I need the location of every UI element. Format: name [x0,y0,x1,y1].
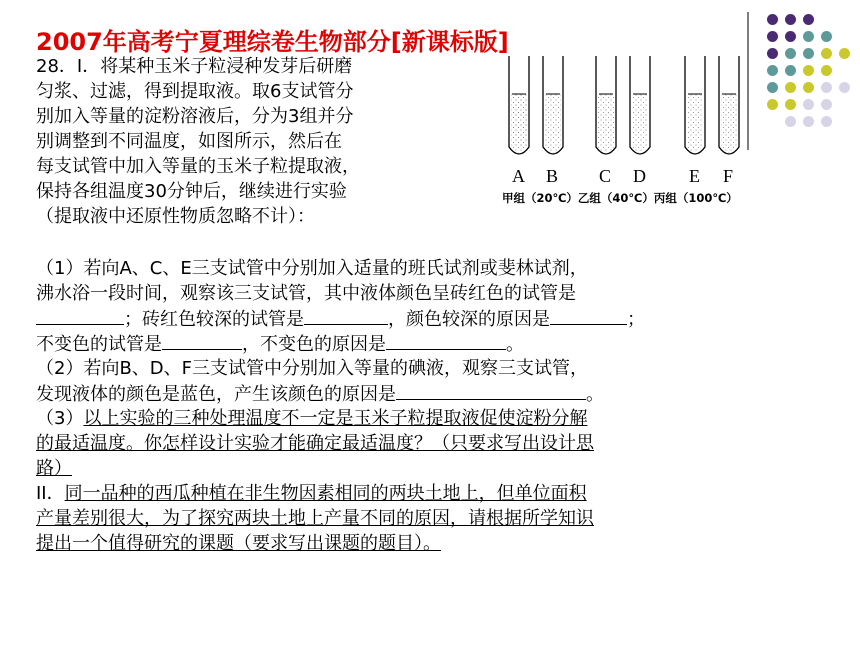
test-tube-e [685,56,705,154]
answer-blank[interactable] [396,381,586,400]
question-line: 保持各组温度30分钟后，继续进行实验 [36,181,347,202]
tube-label: C [599,166,612,186]
part1-line2: 沸水浴一段时间，观察该三支试管，其中液体颜色呈砖红色的试管是 [36,283,576,304]
test-tube-d [630,56,650,154]
part-ii-line1: II．同一品种的西瓜种植在非生物因素相同的两块土地上，但单位面积 [36,483,587,504]
test-tube-a [509,56,529,154]
page-title: 2007年高考宁夏理综卷生物部分[新课标版] [36,28,509,56]
temperature-groups-caption: 甲组（20℃）乙组（40℃）丙组（100℃） [502,191,738,205]
part3-line3: 路） [36,458,72,479]
question-line: 28．I．将某种玉米子粒浸种发芽后研磨 [36,56,353,77]
tube-label: B [546,166,559,186]
answer-blank[interactable] [304,306,388,325]
part3-line2: 的最适温度。你怎样设计实验才能确定最适温度？（只要求写出设计思 [36,433,594,454]
part1-line4: 不变色的试管是 ，不变色的原因是 。 [36,331,524,357]
answer-blank[interactable] [550,306,627,325]
answer-blank[interactable] [162,331,242,350]
part3-line1: （3）以上实验的三种处理温度不一定是玉米子粒提取液促使淀粉分解 [36,408,588,429]
part2-line1: （2）若向B、D、F三支试管中分别加入等量的碘液，观察三支试管， [36,358,589,379]
test-tube-figure [500,54,770,166]
question-line: 每支试管中加入等量的玉米子粒提取液， [36,156,360,177]
test-tube-c [596,56,616,154]
part-ii-line3: 提出一个值得研究的课题（要求写出课题的题目）。 [36,533,441,554]
question-line: 别加入等量的淀粉溶液后，分为3组并分 [36,106,354,127]
question-line: （提取液中还原性物质忽略不计）： [36,206,315,227]
test-tube-f [719,56,739,154]
question-line: 别调整到不同温度，如图所示，然后在 [36,131,342,152]
tube-label: D [633,166,646,186]
part-ii-line2: 产量差别很大，为了探究两块土地上产量不同的原因，请根据所学知识 [36,508,594,529]
question-line: 匀浆、过滤，得到提取液。取6支试管分 [36,81,354,102]
part2-line2: 发现液体的颜色是蓝色，产生该颜色的原因是 。 [36,381,604,407]
tube-label: F [723,166,734,186]
test-tube-b [543,56,563,154]
answer-blank[interactable] [386,331,506,350]
answer-blank[interactable] [36,306,124,325]
part1-line3: ；砖红色较深的试管是 ，颜色较深的原因是 ； [36,306,645,332]
part1-line1: （1）若向A、C、E三支试管中分别加入适量的班氏试剂或斐林试剂， [36,258,588,279]
tube-label: E [689,166,700,186]
tube-label: A [512,166,525,186]
